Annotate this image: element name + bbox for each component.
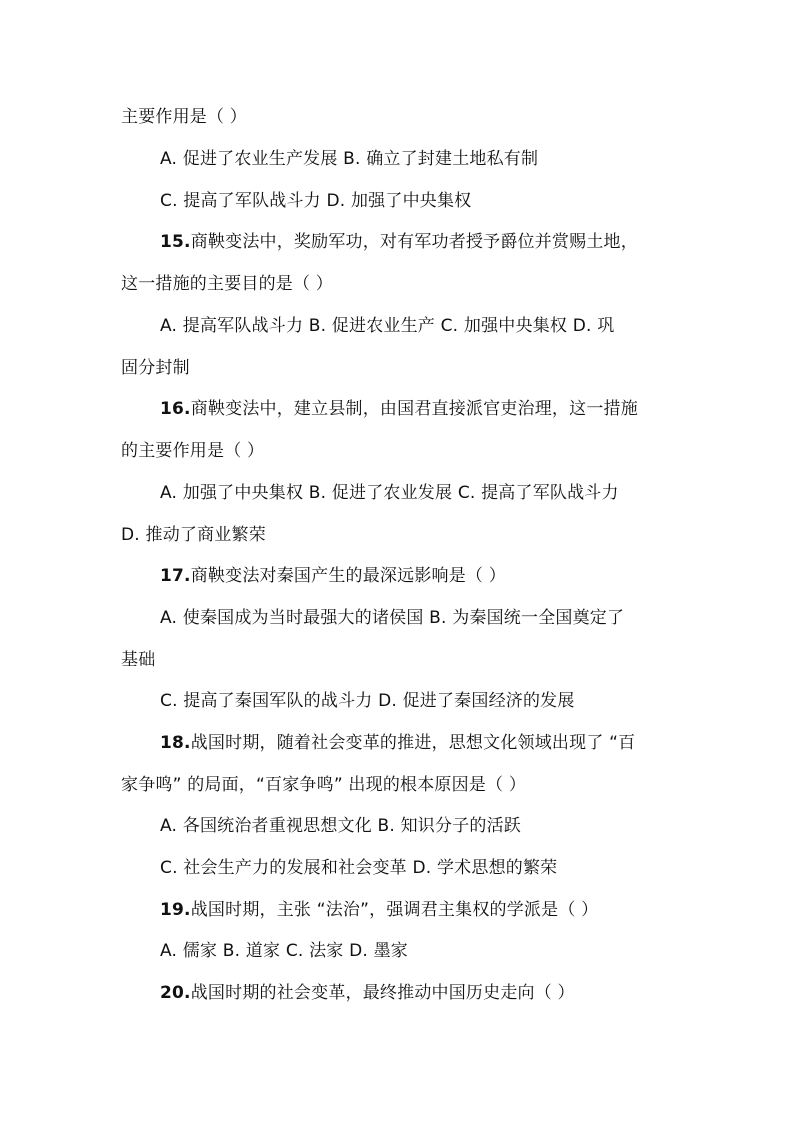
q16-options-continuation: D. 推动了商业繁荣: [121, 525, 266, 545]
q15-stem-continuation: 这一措施的主要目的是（ ）: [121, 274, 334, 294]
q14-options-cd: C. 提高了军队战斗力 D. 加强了中央集权: [160, 191, 472, 211]
q17-stem: [160, 565, 506, 587]
q15-stem-text: 商鞅变法中，奖励军功，对有军功者授予爵位并赏赐土地，: [190, 232, 638, 252]
q18-stem-text: 战国时期，随着社会变革的推进，思想文化领域出现了 “百: [190, 733, 636, 753]
q17-options-cd: C. 提高了秦国军队的战斗力 D. 促进了秦国经济的发展: [160, 691, 575, 711]
q19-stem-text: 战国时期，主张 “法治”，强调君主集权的学派是（ ）: [190, 900, 599, 920]
q18-options-ab: A. 各国统治者重视思想文化 B. 知识分子的活跃: [160, 816, 522, 836]
q19-number: 19.: [160, 900, 191, 920]
q15-options-continuation: 固分封制: [121, 358, 190, 378]
q20-stem: [160, 982, 575, 1004]
q17-options-continuation: 基础: [121, 650, 156, 670]
q20-stem-text: 战国时期的社会变革，最终推动中国历史走向（ ）: [190, 983, 575, 1003]
q18-number: 18.: [160, 733, 191, 753]
q16-number: 16.: [160, 399, 191, 419]
q16-stem-text: 商鞅变法中，建立县制，由国君直接派官吏治理，这一措施: [190, 399, 638, 419]
q15-number: 15.: [160, 232, 191, 252]
q16-stem: [160, 398, 638, 420]
q18-options-cd: C. 社会生产力的发展和社会变革 D. 学术思想的繁荣: [160, 858, 558, 878]
q18-stem-continuation: 家争鸣” 的局面，“百家争鸣” 出现的根本原因是（ ）: [121, 775, 527, 795]
q20-number: 20.: [160, 983, 191, 1003]
q19-options: A. 儒家 B. 道家 C. 法家 D. 墨家: [160, 941, 408, 961]
q18-stem: [160, 732, 635, 754]
q14-stem-continuation: 主要作用是（ ）: [121, 107, 248, 127]
q14-options-ab: A. 促进了农业生产发展 B. 确立了封建土地私有制: [160, 149, 539, 169]
q17-options-ab: A. 使秦国成为当时最强大的诸侯国 B. 为秦国统一全国奠定了: [160, 608, 625, 628]
q19-stem: [160, 899, 598, 921]
q16-options: A. 加强了中央集权 B. 促进了农业发展 C. 提高了军队战斗力: [160, 483, 619, 503]
q16-stem-continuation: 的主要作用是（ ）: [121, 441, 265, 461]
q17-number: 17.: [160, 566, 191, 586]
q15-options: A. 提高军队战斗力 B. 促进农业生产 C. 加强中央集权 D. 巩: [160, 316, 615, 336]
q17-stem-text: 商鞅变法对秦国产生的最深远影响是（ ）: [190, 566, 506, 586]
q15-stem: [160, 231, 638, 253]
